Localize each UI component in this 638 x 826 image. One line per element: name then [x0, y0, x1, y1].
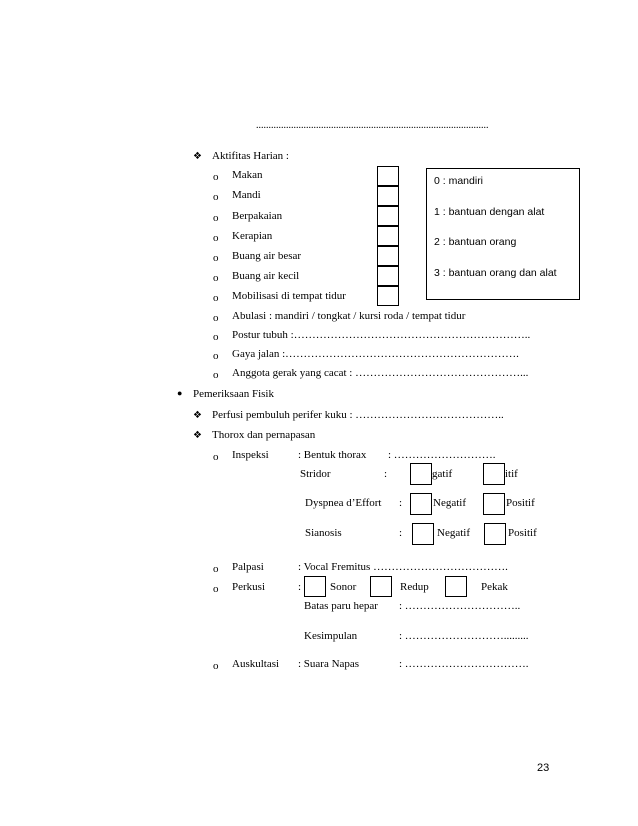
- sianosis-negatif-checkbox[interactable]: [412, 523, 434, 545]
- circle-bullet-icon: o: [213, 331, 219, 343]
- pekak-label: Pekak: [481, 581, 508, 593]
- kesimpulan-label: Kesimpulan: [304, 630, 358, 642]
- legend-item: 0 : mandiri: [434, 175, 484, 187]
- kerapian-checkbox[interactable]: [377, 226, 399, 246]
- legend-item: 2 : bantuan orang: [434, 236, 517, 248]
- stridor-positif-checkbox[interactable]: [483, 463, 505, 485]
- sianosis-positif-label: Positif: [508, 527, 537, 539]
- circle-bullet-icon: o: [213, 272, 219, 284]
- mandi-checkbox[interactable]: [377, 186, 399, 206]
- diamond-bullet-icon: ❖: [193, 151, 202, 162]
- circle-bullet-icon: o: [213, 232, 219, 244]
- palpasi-label: Palpasi: [232, 561, 264, 573]
- sianosis-negatif-label: Negatif: [437, 527, 470, 539]
- gaya-jalan-line: Gaya jalan :……………………………………………………….: [232, 348, 519, 360]
- sonor-checkbox[interactable]: [304, 576, 326, 597]
- legend-item: 1 : bantuan dengan alat: [434, 206, 545, 218]
- makan-checkbox[interactable]: [377, 166, 399, 186]
- bentuk-thorax-value: : ……………………….: [388, 449, 496, 461]
- postur-line: Postur tubuh :………………………………………………………..: [232, 329, 531, 341]
- circle-bullet-icon: o: [213, 252, 219, 264]
- top-dotted-line: .............................................................................................: [256, 120, 489, 131]
- diamond-bullet-icon: ❖: [193, 410, 202, 421]
- list-item: Berpakaian: [232, 210, 283, 222]
- mobilisasi-checkbox[interactable]: [377, 286, 399, 306]
- dyspnea-label: Dyspnea d’Effort: [305, 497, 382, 509]
- redup-label: Redup: [400, 581, 429, 593]
- circle-bullet-icon: o: [213, 451, 219, 463]
- list-item: Kerapian: [232, 230, 273, 242]
- sianosis-positif-checkbox[interactable]: [484, 523, 506, 545]
- stridor-label: Stridor: [300, 468, 331, 480]
- batas-paru-hepar-value: : …………………………..: [399, 600, 521, 612]
- thorox-title: Thorox dan pernapasan: [212, 429, 316, 441]
- circle-bullet-icon: o: [213, 212, 219, 224]
- inspeksi-label: Inspeksi: [232, 449, 269, 461]
- sonor-label: Sonor: [330, 581, 357, 593]
- bab-checkbox[interactable]: [377, 246, 399, 266]
- perfusi-line: Perfusi pembuluh perifer kuku : …………………………………..: [212, 409, 504, 421]
- list-item: Mandi: [232, 189, 261, 201]
- circle-bullet-icon: o: [213, 583, 219, 595]
- sianosis-label: Sianosis: [305, 527, 342, 539]
- dyspnea-positif-label: Positif: [506, 497, 535, 509]
- palpasi-value: : Vocal Fremitus ……………………………….: [298, 561, 508, 573]
- dyspnea-colon: :: [399, 497, 403, 509]
- sianosis-colon: :: [399, 527, 403, 539]
- list-item: Mobilisasi di tempat tidur: [232, 290, 346, 302]
- stridor-negatif-checkbox[interactable]: [410, 463, 432, 485]
- suara-napas-value: : …………………………….: [399, 658, 529, 670]
- aktifitas-title: Aktifitas Harian :: [212, 150, 289, 162]
- bak-checkbox[interactable]: [377, 266, 399, 286]
- dyspnea-negatif-checkbox[interactable]: [410, 493, 432, 515]
- page-number: 23: [537, 762, 550, 774]
- diamond-bullet-icon: ❖: [193, 430, 202, 441]
- legend-box: [426, 168, 580, 300]
- stridor-colon: :: [384, 468, 388, 480]
- suara-napas-label: : Suara Napas: [298, 658, 360, 670]
- circle-bullet-icon: o: [213, 350, 219, 362]
- kesimpulan-value: : ……………………….........: [399, 630, 529, 642]
- bentuk-thorax-label: : Bentuk thorax: [298, 449, 367, 461]
- dyspnea-negatif-label: Negatif: [433, 497, 466, 509]
- perkusi-label: Perkusi: [232, 581, 265, 593]
- circle-bullet-icon: o: [213, 292, 219, 304]
- list-item: Buang air besar: [232, 250, 302, 262]
- anggota-gerak-line: Anggota gerak yang cacat : ………………………………………...: [232, 367, 529, 379]
- circle-bullet-icon: o: [213, 563, 219, 575]
- circle-bullet-icon: o: [213, 660, 219, 672]
- redup-checkbox[interactable]: [370, 576, 392, 597]
- pekak-checkbox[interactable]: [445, 576, 467, 597]
- circle-bullet-icon: o: [213, 369, 219, 381]
- list-item: Makan: [232, 169, 263, 181]
- abulasi-line: Abulasi : mandiri / tongkat / kursi roda / tempat tidur: [232, 310, 466, 322]
- circle-bullet-icon: o: [213, 312, 219, 324]
- circle-bullet-icon: o: [213, 171, 219, 183]
- auskultasi-label: Auskultasi: [232, 658, 280, 670]
- circle-bullet-icon: o: [213, 191, 219, 203]
- stridor-negatif-label: gatif: [432, 468, 453, 480]
- pemeriksaan-title: Pemeriksaan Fisik: [193, 388, 274, 400]
- filled-bullet-icon: ●: [177, 388, 183, 398]
- perkusi-colon: :: [298, 581, 302, 593]
- berpakaian-checkbox[interactable]: [377, 206, 399, 226]
- dyspnea-positif-checkbox[interactable]: [483, 493, 505, 515]
- stridor-positif-label: itif: [505, 468, 518, 480]
- list-item: Buang air kecil: [232, 270, 300, 282]
- batas-paru-hepar-label: Batas paru hepar: [304, 600, 378, 612]
- legend-item: 3 : bantuan orang dan alat: [434, 267, 557, 279]
